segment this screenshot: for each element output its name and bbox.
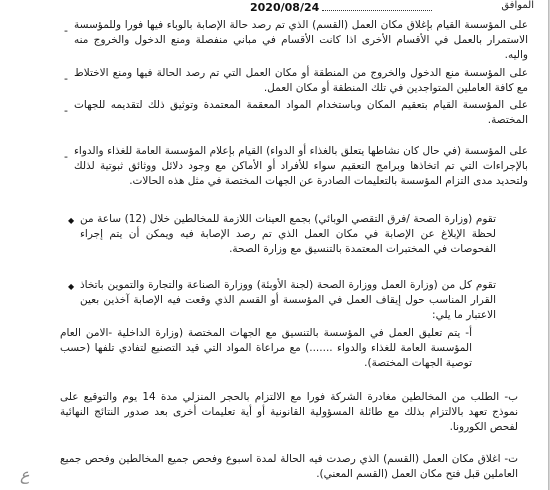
paragraph-health-samples: تقوم (وزارة الصحة /فرق التقصي الوبائي) بجمع العينات اللازمة للمخالطين خلال (12) ساعة من لحظة الإبلاغ عن الإصابة في مكان العمل الذي تم رصد الإصابة فيه ويمكن أن يتم إجراء الفحوصات في المختبرات المعتمدة بالتنسيق مع وزارة الصحة. — [80, 213, 496, 255]
subclause-a: أ- يتم تعليق العمل في المؤسسة بالتنسيق مع الجهات المختصة (وزارة الداخلية -الامن العام المؤسسة العامة للغذاء والدواء .......) مع مراعاة المواد التي قيد التصنيع لتفادي تلفها (حسب توصية الجهات المختصة). — [60, 327, 472, 369]
diamond-bullet-icon: ◆ — [68, 216, 75, 225]
document-header — [0, 0, 548, 14]
handwritten-mark: ع — [20, 465, 30, 484]
bullet-marker: - — [64, 72, 68, 85]
document-date: 2020/08/24 — [250, 1, 320, 14]
bullet-marker: - — [64, 150, 68, 163]
date-line — [322, 10, 432, 11]
diamond-bullet-icon: ◆ — [68, 282, 75, 291]
bullet-marker: - — [64, 24, 68, 37]
paragraph-isolate-section: على المؤسسة القيام بإغلاق مكان العمل (القسم) الذي تم رصد حالة الإصابة بالوباء فيها فورا وللمؤسسة الاستمرار بالعمل في الأقسام الأخرى اذا كانت الأقسام في مباني منفصلة ومنع الدخول والخروج منه واليه. — [74, 19, 528, 61]
paragraph-sterilize: على المؤسسة القيام بتعقيم المكان وباستخدام المواد المعقمة المعتمدة وتوثيق ذلك لتقديمه للجهات المختصة. — [74, 99, 528, 126]
paragraph-food-drug-notify: على المؤسسة (في حال كان نشاطها يتعلق بالغذاء أو الدواء) القيام بإعلام المؤسسة العامة للغذاء والدواء بالإجراءات التي تم اتخاذها وبرامج التعقيم سواء للأفراد أو الأماكن مع وجود دلائل ووثائق ثبوتية لذلك ولتحديد مدى التزام المؤسسة بالتعليمات الصادرة عن الجهات المختصة في مثل هذه الحالات. — [74, 145, 528, 187]
subclause-c: ت- اغلاق مكان العمل (القسم) الذي رصدت فيه الحالة لمدة اسبوع وفحص جميع المخالطين وفحص جميع العاملين قبل فتح مكان العمل (القسم المعني). — [60, 453, 518, 480]
subclause-b: ب- الطلب من المخالطين مغادرة الشركة فورا مع الالتزام بالحجر المنزلي مدة 14 يوم والتوقيع على نموذج تعهد بالالتزام بذلك مع طائلة المسؤولية القانونية أو أية تعليمات أخرى بعد صدور النتائج النهائية لفحص الكورونا. — [60, 391, 518, 433]
bullet-marker: - — [64, 104, 68, 117]
muwafiq-label: الموافق — [501, 0, 534, 11]
paragraph-block-entry: على المؤسسة منع الدخول والخروج من المنطقة أو مكان العمل التي تم رصد الحالة فيها ومنع الاختلاط مع كافة العاملين المتواجدين في تلك المنطقة أو مكان العمل. — [74, 67, 528, 94]
paragraph-ministries-decision: تقوم كل من (وزارة العمل ووزارة الصحة (لجنة الأوبئة) ووزارة الصناعة والتجارة والتموين باتخاذ القرار المناسب حول إيقاف العمل في المؤسسة أو القسم الذي وقعت فيه الإصابة آخذين بعين الاعتبار ما يلي: — [80, 279, 496, 321]
